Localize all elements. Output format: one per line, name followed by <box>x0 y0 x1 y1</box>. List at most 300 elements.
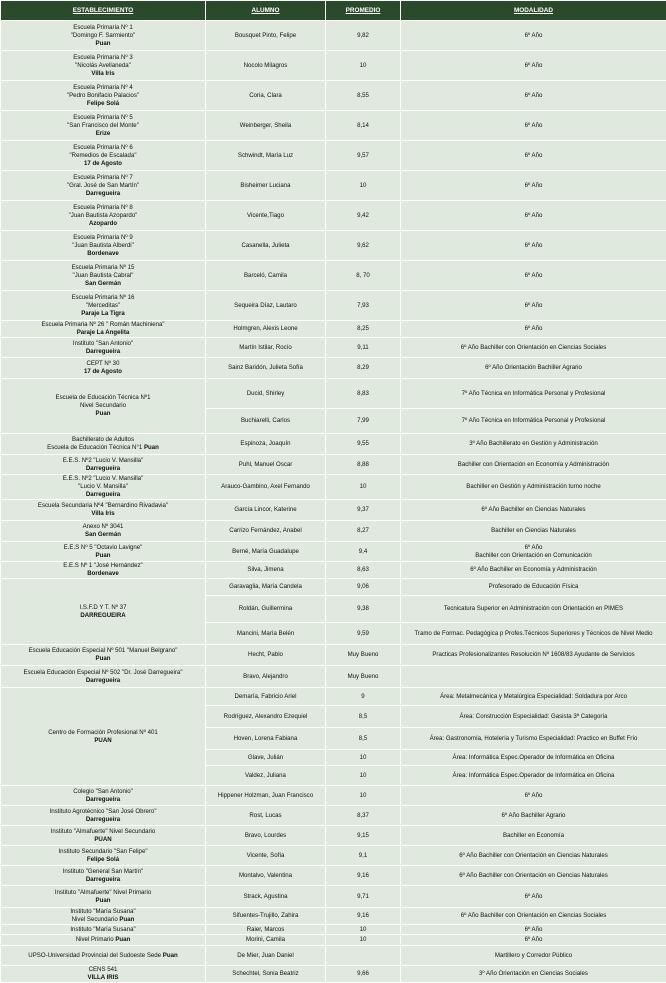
modalidad-text: Área: Metalmecánica y Metalúrgica Especialidad: Soldadura por Arco <box>403 693 664 701</box>
header-alumno: ALUMNO <box>206 1 326 21</box>
modalidad-cell <box>401 728 666 750</box>
table-row <box>1 261 666 291</box>
table-row <box>1 434 666 455</box>
establecimiento-locality: Darregueira <box>3 348 203 356</box>
alumno-cell: Schechtel, Sonia Beatriz <box>206 966 326 983</box>
alumno-cell: Bravo, Alejandro <box>206 666 326 688</box>
establecimiento-locality: Darregueira <box>3 876 203 884</box>
establecimiento-line: Instituto "Almafuerte" Nivel Secundario <box>3 828 203 836</box>
establecimiento-line: UPSO-Universidad Provincial del Sudoeste Sede Puan <box>3 952 203 960</box>
table-row <box>1 645 666 666</box>
table-row <box>1 291 666 321</box>
table-row <box>1 455 666 475</box>
establecimiento-locality: Darregueira <box>3 465 203 473</box>
establecimiento-line: Instituto "María Susana" <box>3 908 203 916</box>
modalidad-text: 6º Año <box>403 302 664 310</box>
alumno-cell: Roldán, Guillermina <box>206 596 326 623</box>
table-row <box>1 379 666 409</box>
establecimiento-locality: Puan <box>3 655 203 663</box>
establecimiento-locality: Villa Iris <box>3 70 203 78</box>
modalidad-cell <box>401 500 666 521</box>
establecimiento-cell <box>1 111 206 141</box>
alumno-cell: Bravo, Lourdes <box>206 826 326 846</box>
table-row <box>1 562 666 579</box>
establecimiento-line: "Domingo F. Sarmiento" <box>3 32 203 40</box>
promedio-cell: 8,5 <box>326 728 401 750</box>
promedio-cell: 9,11 <box>326 338 401 358</box>
table-row <box>1 946 666 966</box>
establecimiento-locality: Puan <box>144 444 159 451</box>
establecimiento-cell <box>1 886 206 908</box>
modalidad-cell <box>401 21 666 51</box>
alumno-cell: Strack, Agustina <box>206 886 326 908</box>
modalidad-cell <box>401 542 666 562</box>
establecimiento-locality: Erize <box>3 130 203 138</box>
alumno-cell: Berné, María Guadalupe <box>206 542 326 562</box>
modalidad-cell <box>401 434 666 455</box>
modalidad-text: Martillero y Corredor Público <box>403 952 664 960</box>
modalidad-text: 6º Año <box>403 272 664 280</box>
establecimiento-line: "Juan Bautista Alberdi" <box>3 242 203 250</box>
modalidad-cell <box>401 475 666 500</box>
establecimiento-locality: Puan <box>3 40 203 48</box>
table-row <box>1 171 666 201</box>
modalidad-text: 6º Año <box>403 122 664 130</box>
establecimiento-line: "Lucio V. Mansilla" <box>3 483 203 491</box>
alumno-cell: Weinberger, Sheila <box>206 111 326 141</box>
establecimiento-line: "Merceditas" <box>3 302 203 310</box>
alumno-cell: Schwindt, María Luz <box>206 141 326 171</box>
establecimiento-cell <box>1 321 206 338</box>
alumno-cell: Silva, Jimena <box>206 562 326 579</box>
establecimiento-locality: Paraje La Angelita <box>3 329 203 337</box>
modalidad-text: 6º Año <box>403 325 664 333</box>
modalidad-cell <box>401 766 666 786</box>
establecimiento-line: Escuela Secundaria Nº4 "Bernardino Rivadavia" <box>3 502 203 510</box>
establecimiento-cell <box>1 908 206 925</box>
modalidad-cell <box>401 966 666 983</box>
table-row <box>1 806 666 826</box>
promedio-cell: 8, 70 <box>326 261 401 291</box>
alumno-cell: Sifuentes-Trujillo, Zahira <box>206 908 326 925</box>
promedio-cell: 8,55 <box>326 81 401 111</box>
establecimiento-locality: Puan <box>163 952 178 959</box>
establecimiento-line: Nivel Secundario <box>3 402 203 410</box>
establecimiento-cell <box>1 946 206 966</box>
alumno-cell: Sequeira Díaz, Lautaro <box>206 291 326 321</box>
alumno-cell: Bisheimer Luciana <box>206 171 326 201</box>
establecimiento-locality: Darregueira <box>3 796 203 804</box>
establecimiento-locality: Paraje La Tigra <box>3 310 203 318</box>
modalidad-text: Bachiller en Ciencias Naturales <box>403 527 664 535</box>
header-modalidad: MODALIDAD <box>401 1 666 21</box>
establecimiento-cell <box>1 866 206 886</box>
modalidad-cell <box>401 866 666 886</box>
establecimiento-locality: VILLA IRIS <box>3 974 203 982</box>
modalidad-cell <box>401 806 666 826</box>
promedio-cell: 8,27 <box>326 521 401 542</box>
alumno-cell: Sainz Baridón, Julieta Sofía <box>206 358 326 379</box>
modalidad-text: 6º Año <box>403 926 664 934</box>
modalidad-cell <box>401 81 666 111</box>
establecimiento-cell <box>1 500 206 521</box>
establecimiento-locality: Darregueira <box>3 816 203 824</box>
establecimiento-line: Colegio "San Antonio" <box>3 788 203 796</box>
establecimiento-line: Instituto "San Antonio" <box>3 340 203 348</box>
establecimiento-cell <box>1 826 206 846</box>
establecimiento-line: Escuela Primaria Nº 1 <box>3 24 203 32</box>
alumno-cell: Rodríguez, Alexandro Ezequiel <box>206 706 326 728</box>
table-row <box>1 338 666 358</box>
establecimiento-cell <box>1 806 206 826</box>
modalidad-text: 6º Año <box>403 182 664 190</box>
promedio-cell: 7,93 <box>326 291 401 321</box>
modalidad-cell <box>401 579 666 596</box>
promedio-cell: 9,57 <box>326 141 401 171</box>
promedio-cell: 10 <box>326 51 401 81</box>
establecimiento-cell <box>1 521 206 542</box>
establecimiento-line: CENS 541 <box>3 966 203 974</box>
modalidad-text: 6º Año <box>403 544 664 552</box>
establecimiento-locality: 17 de Agosto <box>3 160 203 168</box>
promedio-cell: 8,63 <box>326 562 401 579</box>
promedio-cell: 8,83 <box>326 379 401 409</box>
establecimiento-line: Centro de Formación Profesional Nº 401 <box>3 729 203 737</box>
modalidad-cell <box>401 201 666 231</box>
establecimiento-cell <box>1 846 206 866</box>
establecimiento-locality: Bordenave <box>3 570 203 578</box>
modalidad-text: 6º Año <box>403 62 664 70</box>
promedio-cell: 9,1 <box>326 846 401 866</box>
alumno-cell: De Mier, Juan Daniel <box>206 946 326 966</box>
establecimiento-line: CEPT Nº 30 <box>3 360 203 368</box>
establecimiento-line: E.E.S Nº 5 "Octavio Lavigne" <box>3 544 203 552</box>
establecimiento-line: E.E.S Nº 1 "José Hernández" <box>3 562 203 570</box>
establecimiento-line: Escuela Primaria Nº 5 <box>3 114 203 122</box>
promedio-cell: 10 <box>326 766 401 786</box>
modalidad-text: 6º Año <box>403 152 664 160</box>
alumno-cell: Holmgren, Alexis Leone <box>206 321 326 338</box>
modalidad-text: 6º Año Bachiller en Economía y Administración <box>403 566 664 574</box>
promedio-cell: 9,62 <box>326 231 401 261</box>
establecimiento-line: Bachillerato de Adultos <box>3 436 203 444</box>
establecimiento-cell <box>1 966 206 983</box>
modalidad-cell <box>401 111 666 141</box>
establecimiento-cell <box>1 562 206 579</box>
promedio-cell: 9,06 <box>326 579 401 596</box>
alumno-cell: Vicente, Sofía <box>206 846 326 866</box>
header-establecimiento: ESTABLECIMIENTO <box>1 1 206 21</box>
table-row <box>1 475 666 500</box>
modalidad-text: Bachiller con Orientación en Comunicación <box>403 552 664 560</box>
modalidad-text: Área: Informática Espec.Operador de Informática en Oficina <box>403 754 664 762</box>
establecimiento-locality: 17 de Agosto <box>3 368 203 376</box>
modalidad-cell <box>401 261 666 291</box>
table-row <box>1 141 666 171</box>
establecimiento-line: Instituto "Almafuerte" Nivel Primario <box>3 889 203 897</box>
modalidad-cell <box>401 338 666 358</box>
establecimiento-locality: Puan <box>3 552 203 560</box>
modalidad-cell <box>401 750 666 766</box>
table-row <box>1 201 666 231</box>
modalidad-text: 6º Año <box>403 32 664 40</box>
promedio-cell: 10 <box>326 786 401 806</box>
establecimiento-line: Escuela Primaria Nº 3 <box>3 54 203 62</box>
modalidad-text: Bachiller en Gestión y Administración turno noche <box>403 483 664 491</box>
establecimiento-locality: PUAN <box>3 836 203 844</box>
establecimiento-line: Anexo Nº 3041 <box>3 523 203 531</box>
establecimiento-cell <box>1 455 206 475</box>
modalidad-cell <box>401 826 666 846</box>
modalidad-cell <box>401 688 666 706</box>
establecimiento-line: Escuela Primaria Nº 4 <box>3 84 203 92</box>
promedio-cell: Muy Bueno <box>326 645 401 666</box>
establecimiento-line: Escuela Primaria Nº 16 <box>3 294 203 302</box>
alumno-cell: Arauco-Gambino, Axel Fernando <box>206 475 326 500</box>
table-row <box>1 866 666 886</box>
modalidad-text: 6º Año Bachiller con Orientación en Ciencias Naturales <box>403 872 664 880</box>
alumno-cell: Vicente,Tiago <box>206 201 326 231</box>
modalidad-text: 6º Año Bachiller con Orientación en Ciencias Naturales <box>403 852 664 860</box>
table-row <box>1 358 666 379</box>
establecimiento-cell <box>1 645 206 666</box>
modalidad-cell <box>401 908 666 925</box>
modalidad-cell <box>401 596 666 623</box>
modalidad-text: Profesorado de Educación Física <box>403 583 664 591</box>
establecimiento-cell <box>1 786 206 806</box>
table-row <box>1 966 666 983</box>
table-row <box>1 321 666 338</box>
promedio-cell: 8,25 <box>326 321 401 338</box>
establecimiento-cell <box>1 542 206 562</box>
table-row <box>1 542 666 562</box>
establecimiento-line: Instituto "María Susana" <box>3 926 203 934</box>
promedio-cell: Muy Bueno <box>326 666 401 688</box>
establecimiento-line: E.E.S. Nº2 "Lucio V. Mansilla" <box>3 457 203 465</box>
promedio-cell: 8,37 <box>326 806 401 826</box>
establecimiento-locality: Darregueira <box>3 190 203 198</box>
modalidad-cell <box>401 358 666 379</box>
modalidad-text: Bachiller con Orientación en Economía y Administración <box>403 461 664 469</box>
alumno-cell: Espinoza, Joaquín <box>206 434 326 455</box>
modalidad-text: Bachiller en Economía <box>403 832 664 840</box>
promedio-cell <box>326 946 401 966</box>
establecimiento-line: "Nicolás Avellaneda" <box>3 62 203 70</box>
establecimiento-cell <box>1 171 206 201</box>
table-row <box>1 666 666 688</box>
promedio-cell: 10 <box>326 935 401 946</box>
promedio-cell: 10 <box>326 750 401 766</box>
establecimiento-cell <box>1 201 206 231</box>
establecimiento-locality: Darregueira <box>3 677 203 685</box>
modalidad-cell <box>401 925 666 935</box>
establecimiento-line: Escuela Primaria Nº 9 <box>3 234 203 242</box>
alumno-cell: Puhl, Manuel Oscar <box>206 455 326 475</box>
establecimiento-line: Nivel Primario Puan <box>3 936 203 944</box>
establecimiento-locality: Puan <box>119 916 134 923</box>
modalidad-cell <box>401 623 666 645</box>
alumno-cell: Demaría, Fabricio Ariel <box>206 688 326 706</box>
alumno-cell: Rost, Lucas <box>206 806 326 826</box>
establecimiento-locality: Bordenave <box>3 250 203 258</box>
modalidad-text: Área: Informática Espec.Operador de Informática en Oficina <box>403 772 664 780</box>
modalidad-cell <box>401 321 666 338</box>
alumno-cell: Bousquet Pinto, Felipe <box>206 21 326 51</box>
modalidad-text: Practicas Profesionalizantes Resolución Nº 1608/83 Ayudante de Servicios <box>403 651 664 659</box>
modalidad-cell <box>401 231 666 261</box>
establecimiento-line: "Pedro Bonifacio Palacios" <box>3 92 203 100</box>
modalidad-text: Área: Gastronomía, Hotelería y Turismo Especialidad: Practico en Buffet Frío <box>403 735 664 743</box>
alumno-cell: Coria, Clara <box>206 81 326 111</box>
alumno-cell: Montalvo, Valentina <box>206 866 326 886</box>
promedio-cell: 9,37 <box>326 500 401 521</box>
modalidad-text: 6º Año <box>403 212 664 220</box>
table-row <box>1 886 666 908</box>
establecimiento-line: Escuela de Educación Técnica N°1 Puan <box>3 444 203 452</box>
table-body <box>1 21 666 983</box>
alumno-cell: Casanella, Julieta <box>206 231 326 261</box>
alumno-cell: Valdez, Juliana <box>206 766 326 786</box>
modalidad-cell <box>401 171 666 201</box>
alumno-cell: Nocolo Milagros <box>206 51 326 81</box>
establecimiento-cell <box>1 141 206 171</box>
alumno-cell: Raier, Marcos <box>206 925 326 935</box>
promedio-cell: 9,16 <box>326 866 401 886</box>
modalidad-cell <box>401 645 666 666</box>
modalidad-text: 6º Año <box>403 92 664 100</box>
table-row <box>1 935 666 946</box>
establecimiento-line: Nivel Secundario Puan <box>3 916 203 924</box>
establecimiento-line: "San Francisco del Monte" <box>3 122 203 130</box>
modalidad-cell <box>401 521 666 542</box>
establecimiento-cell <box>1 81 206 111</box>
modalidad-cell <box>401 51 666 81</box>
establecimiento-cell <box>1 291 206 321</box>
modalidad-cell <box>401 846 666 866</box>
alumno-cell: Morini, Camila <box>206 935 326 946</box>
establecimiento-cell <box>1 379 206 434</box>
establecimiento-cell <box>1 688 206 786</box>
alumno-cell: Barceló, Camila <box>206 261 326 291</box>
promedio-cell: 9,38 <box>326 596 401 623</box>
table-row <box>1 846 666 866</box>
establecimiento-line: "Gral. José de San Martín" <box>3 182 203 190</box>
establecimiento-cell <box>1 579 206 645</box>
promedio-cell: 9,4 <box>326 542 401 562</box>
modalidad-text: 7º Año Técnica en Informática Personal y Profesional <box>403 417 664 425</box>
establecimiento-line: "Juan Bautista Cabral" <box>3 272 203 280</box>
table-row <box>1 111 666 141</box>
promedio-cell: 10 <box>326 171 401 201</box>
modalidad-text: Área: Construcción Especialidad: Gasista 3ª Categoría <box>403 713 664 721</box>
modalidad-cell <box>401 946 666 966</box>
establecimiento-cell <box>1 261 206 291</box>
establecimiento-locality: Felipe Solá <box>3 856 203 864</box>
modalidad-text: Tecnicatura Superior en Administración con Orientación en PIMES <box>403 605 664 613</box>
establecimiento-cell <box>1 338 206 358</box>
establecimiento-line: Instituto Agrotécnico "San José Obrero" <box>3 808 203 816</box>
modalidad-cell <box>401 666 666 688</box>
alumno-cell: Glave, Julián <box>206 750 326 766</box>
alumno-cell: Garavaglia, María Candela <box>206 579 326 596</box>
establecimiento-line: "Juan Bautista Azopardo" <box>3 212 203 220</box>
promedio-cell: 9,59 <box>326 623 401 645</box>
modalidad-cell <box>401 786 666 806</box>
modalidad-text: 3º Año Bachillerato en Gestión y Administración <box>403 440 664 448</box>
modalidad-text: 6º Año Orientación Bachiller Agrario <box>403 364 664 372</box>
alumno-cell: Ducid, Shirley <box>206 379 326 409</box>
establecimiento-locality: Villa Iris <box>3 510 203 518</box>
modalidad-text: 6º Año <box>403 893 664 901</box>
alumno-cell: Buchiarelli, Carlos <box>206 409 326 434</box>
table-row <box>1 21 666 51</box>
modalidad-text: 6º Año <box>403 242 664 250</box>
header-row <box>1 1 666 21</box>
establecimiento-line: Escuela Primaria Nº 8 <box>3 204 203 212</box>
establecimiento-cell <box>1 935 206 946</box>
alumno-cell: Mancini, María Belén <box>206 623 326 645</box>
modalidad-cell <box>401 379 666 409</box>
modalidad-text: 6º Año <box>403 936 664 944</box>
promedio-cell: 10 <box>326 925 401 935</box>
alumno-cell: Hecht, Pablo <box>206 645 326 666</box>
establecimiento-locality: Puan <box>3 897 203 905</box>
promedio-cell: 8,14 <box>326 111 401 141</box>
table-row <box>1 786 666 806</box>
modalidad-text: 6º Año Bachiller Agrario <box>403 812 664 820</box>
promedio-cell: 9,16 <box>326 908 401 925</box>
modalidad-cell <box>401 886 666 908</box>
table-row <box>1 908 666 925</box>
promedio-cell: 9,55 <box>326 434 401 455</box>
header-promedio: PROMEDIO <box>326 1 401 21</box>
promedio-cell: 8,5 <box>326 706 401 728</box>
table-row <box>1 826 666 846</box>
establecimiento-locality: Felipe Solá <box>3 100 203 108</box>
establecimiento-line: "Remedios de Escalada" <box>3 152 203 160</box>
alumno-cell: Hippener Holzman, Juan Francisco <box>206 786 326 806</box>
establecimiento-line: Escuela Educación Especial Nº 501 "Manuel Belgrano" <box>3 647 203 655</box>
alumno-cell: Martín Istilar, Rocío <box>206 338 326 358</box>
establecimiento-locality: San Germán <box>3 280 203 288</box>
establecimiento-line: E.E.S. Nº2 "Lucio V. Mansilla" <box>3 475 203 483</box>
establecimiento-line: Instituto Secundario "San Felipe" <box>3 848 203 856</box>
alumno-cell: Hoven, Lorena Fabiana <box>206 728 326 750</box>
modalidad-text: 6º Año Bachiller en Ciencias Naturales <box>403 506 664 514</box>
establecimiento-locality: Darregueira <box>3 491 203 499</box>
establecimiento-cell <box>1 231 206 261</box>
establecimiento-line: Escuela de Educación Técnica Nº1 <box>3 394 203 402</box>
establecimiento-cell <box>1 358 206 379</box>
table-row <box>1 231 666 261</box>
establecimiento-line: I.S.F.D Y T. Nº 37 <box>3 604 203 612</box>
establecimiento-cell <box>1 666 206 688</box>
alumno-cell: García Lincor, Katerine <box>206 500 326 521</box>
modalidad-text: 6º Año Bachiller con Orientación en Ciencias Sociales <box>403 912 664 920</box>
modalidad-text: 6º Año <box>403 792 664 800</box>
promedio-cell: 9,15 <box>326 826 401 846</box>
alumno-cell: Carrizo Fernández, Anabel <box>206 521 326 542</box>
modalidad-cell <box>401 409 666 434</box>
modalidad-cell <box>401 706 666 728</box>
table-row <box>1 521 666 542</box>
promedio-cell: 9,71 <box>326 886 401 908</box>
establecimiento-locality: San Germán <box>3 531 203 539</box>
promedio-cell: 8,29 <box>326 358 401 379</box>
modalidad-cell <box>401 291 666 321</box>
establecimiento-locality: Puan <box>115 936 130 943</box>
table-row <box>1 500 666 521</box>
